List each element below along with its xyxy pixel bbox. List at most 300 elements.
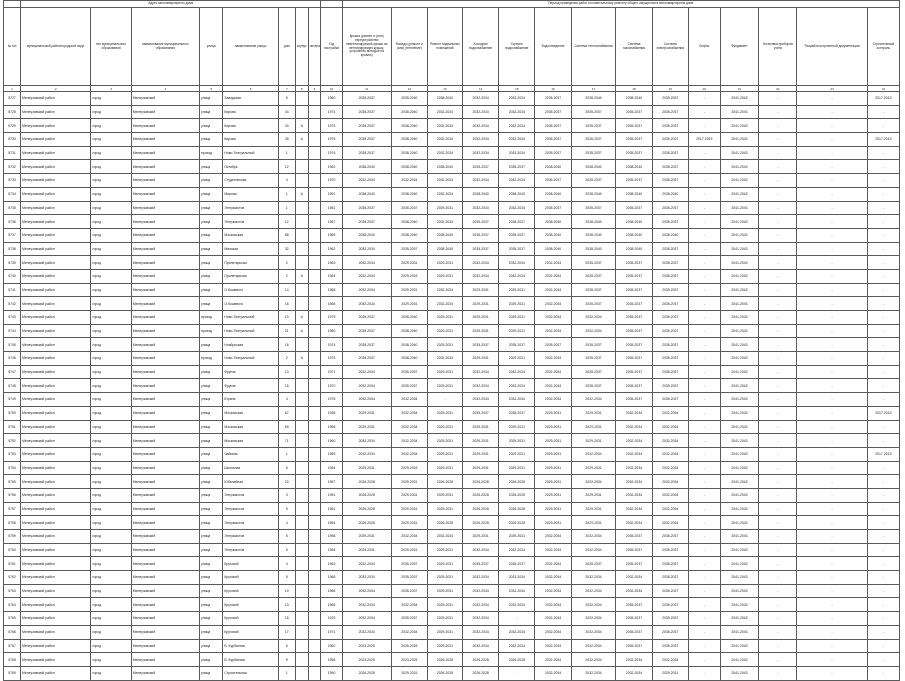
gas-period-cell: 2035-2037 — [616, 119, 652, 133]
heating-period-cell: 2035-2037 — [571, 365, 616, 379]
district-cell: Мелеузовский район — [21, 105, 91, 119]
design-docs-cell: - — [797, 516, 867, 530]
house-cell: 71 — [278, 434, 295, 448]
column-header: дом — [278, 8, 295, 86]
basement-period-cell: 2029-2031 — [427, 557, 462, 571]
street-type-cell: проезд — [199, 311, 222, 325]
municipality-cell: Мелеузовский — [131, 557, 199, 571]
facade-period-cell: 2035-2037 — [391, 557, 427, 571]
municipality-cell: Мелеузовский — [131, 269, 199, 283]
basement-period-cell: 2032-2034 — [427, 146, 462, 160]
electric-period-cell: 2032-2034 — [652, 488, 688, 502]
column-number: 11 — [342, 86, 391, 92]
drainage-period-cell: 2032-2034 — [535, 324, 571, 338]
row-number: 5747 — [4, 365, 21, 379]
building-cell — [295, 516, 308, 530]
design-docs-cell: - — [797, 584, 867, 598]
district-cell: Мелеузовский район — [21, 228, 91, 242]
municipality-cell: Мелеузовский — [131, 598, 199, 612]
facade-period-cell: 2038-2040 — [391, 228, 427, 242]
basement-period-cell: 2032-2034 — [427, 297, 462, 311]
design-docs-cell: - — [797, 406, 867, 420]
cold-water-period-cell: 2032-2034 — [463, 379, 499, 393]
basement-period-cell: 2032-2034 — [427, 119, 462, 133]
foundation-period-cell: 2041-2043 — [720, 174, 758, 188]
cold-water-period-cell: 2032-2034 — [463, 365, 499, 379]
heating-period-cell: 2035-2037 — [571, 297, 616, 311]
heating-period-cell: 2038-2040 — [571, 160, 616, 174]
drainage-period-cell: 2032-2034 — [535, 653, 571, 667]
cold-water-period-cell: 2029-2031 — [463, 434, 499, 448]
hot-water-period-cell: 2029-2031 — [499, 434, 535, 448]
column-number: 17 — [571, 86, 616, 92]
electric-period-cell: 2035-2037 — [652, 242, 688, 256]
gas-period-cell: 2035-2037 — [616, 379, 652, 393]
street-type-cell: проезд — [199, 324, 222, 338]
table-row — [4, 215, 900, 229]
construction-control-cell: - — [867, 256, 899, 270]
district-cell: Мелеузовский район — [21, 420, 91, 434]
street-name-cell: Кирова — [223, 105, 278, 119]
year-built-cell: 1951 — [321, 502, 342, 516]
street-type-cell: улица — [199, 228, 222, 242]
municipality-type-cell: город — [91, 228, 131, 242]
year-built-cell: 1970 — [321, 379, 342, 393]
heating-period-cell: 2029-2031 — [571, 420, 616, 434]
facade-period-cell: 2038-2040 — [391, 311, 427, 325]
gas-period-cell: 2035-2037 — [616, 639, 652, 653]
building-cell — [295, 530, 308, 544]
year-built-cell: 1968 — [321, 283, 342, 297]
foundation-period-cell: 2041-2043 — [720, 352, 758, 366]
street-type-cell: улица — [199, 393, 222, 407]
house-cell: 69 — [278, 420, 295, 434]
building-cell — [295, 639, 308, 653]
table-row — [4, 516, 900, 530]
construction-control-cell: - — [867, 393, 899, 407]
construction-control-cell: - — [867, 119, 899, 133]
foundation-period-cell: 2041-2043 — [720, 105, 758, 119]
building-cell: А — [295, 269, 308, 283]
cold-water-period-cell: 2032-2034 — [463, 105, 499, 119]
table-row — [4, 557, 900, 571]
roof-period-cell: 2032-2034 — [342, 256, 391, 270]
meters-cell: - — [759, 379, 797, 393]
street-type-cell: улица — [199, 201, 222, 215]
house-cell: 6 — [278, 639, 295, 653]
elevator-period-cell: - — [688, 365, 720, 379]
hot-water-period-cell: 2035-2037 — [499, 160, 535, 174]
district-cell: Мелеузовский район — [21, 283, 91, 297]
construction-control-cell: - — [867, 420, 899, 434]
electric-period-cell: 2035-2037 — [652, 146, 688, 160]
facade-period-cell: 2035-2037 — [391, 584, 427, 598]
district-cell: Мелеузовский район — [21, 201, 91, 215]
building-cell — [295, 447, 308, 461]
column-header: Ремонт подвальных помещений — [427, 8, 462, 86]
column-header: Год постройки — [321, 8, 342, 86]
municipality-type-cell: город — [91, 365, 131, 379]
street-type-cell: улица — [199, 516, 222, 530]
municipality-type-cell: город — [91, 160, 131, 174]
district-cell: Мелеузовский район — [21, 543, 91, 557]
drainage-period-cell: 2032-2034 — [535, 530, 571, 544]
street-name-cell: Чайкина — [223, 447, 278, 461]
basement-period-cell: 2029-2031 — [427, 406, 462, 420]
roof-period-cell: 2032-2034 — [342, 379, 391, 393]
year-built-cell: 1975 — [321, 133, 342, 147]
construction-control-cell: - — [867, 174, 899, 188]
facade-period-cell: 2038-2040 — [391, 119, 427, 133]
facade-period-cell: 2029-2031 — [391, 256, 427, 270]
foundation-period-cell: 2041-2043 — [720, 516, 758, 530]
hot-water-period-cell: 2032-2034 — [499, 393, 535, 407]
municipality-cell: Мелеузовский — [131, 666, 199, 680]
letter-cell — [308, 653, 321, 667]
column-header: Разработка проектной документации — [797, 8, 867, 86]
elevator-period-cell: - — [688, 228, 720, 242]
municipality-cell: Мелеузовский — [131, 488, 199, 502]
row-number: 5754 — [4, 461, 21, 475]
drainage-period-cell: 2032-2034 — [535, 543, 571, 557]
year-built-cell: 1957 — [321, 475, 342, 489]
meters-cell: - — [759, 297, 797, 311]
house-cell: 4 — [278, 516, 295, 530]
house-cell: 13 — [278, 598, 295, 612]
construction-control-cell: - — [867, 571, 899, 585]
foundation-period-cell: 2041-2043 — [720, 92, 758, 106]
gas-period-cell: 2035-2037 — [616, 311, 652, 325]
district-cell: Мелеузовский район — [21, 92, 91, 106]
cold-water-period-cell: 2032-2034 — [463, 612, 499, 626]
row-number: 5733 — [4, 174, 21, 188]
facade-period-cell: 2032-2034 — [391, 447, 427, 461]
house-cell: 4 — [278, 393, 295, 407]
street-name-cell: Мирная — [223, 187, 278, 201]
elevator-period-cell: - — [688, 612, 720, 626]
building-cell — [295, 666, 308, 680]
column-header: Водоотведение — [535, 8, 571, 86]
building-cell — [295, 625, 308, 639]
roof-period-cell: 2032-2034 — [342, 557, 391, 571]
cold-water-period-cell: 2029-2031 — [463, 352, 499, 366]
letter-cell — [308, 256, 321, 270]
municipality-cell: Мелеузовский — [131, 338, 199, 352]
year-built-cell: 1975 — [321, 352, 342, 366]
row-number: 5759 — [4, 530, 21, 544]
municipality-type-cell: город — [91, 242, 131, 256]
cold-water-period-cell: 2029-2031 — [463, 530, 499, 544]
roof-period-cell: 2032-2034 — [342, 365, 391, 379]
elevator-period-cell: - — [688, 146, 720, 160]
elevator-period-cell: - — [688, 557, 720, 571]
house-cell: 12 — [278, 215, 295, 229]
street-type-cell: улица — [199, 571, 222, 585]
row-number: 5740 — [4, 269, 21, 283]
row-number: 5750 — [4, 406, 21, 420]
design-docs-cell: - — [797, 420, 867, 434]
row-number: 5764 — [4, 598, 21, 612]
letter-cell — [308, 160, 321, 174]
table-row — [4, 324, 900, 338]
row-number: 5745 — [4, 338, 21, 352]
cold-water-period-cell: 2029-2031 — [463, 461, 499, 475]
elevator-period-cell: - — [688, 297, 720, 311]
drainage-period-cell: 2029-2031 — [535, 447, 571, 461]
municipality-cell: Мелеузовский — [131, 146, 199, 160]
roof-period-cell: 2023-2025 — [342, 653, 391, 667]
street-name-cell: Круговой — [223, 625, 278, 639]
period-group-header: Период проведения работ по капитальному ремонту общего имущества в многоквартирном доме — [342, 1, 899, 8]
cold-water-period-cell: 2029-2031 — [463, 297, 499, 311]
row-number: 5749 — [4, 393, 21, 407]
municipality-type-cell: город — [91, 283, 131, 297]
construction-control-cell: - — [867, 516, 899, 530]
cold-water-period-cell: 2035-2037 — [463, 215, 499, 229]
basement-period-cell: 2029-2031 — [427, 420, 462, 434]
drainage-period-cell: 2032-2034 — [535, 283, 571, 297]
elevator-period-cell: - — [688, 92, 720, 106]
foundation-period-cell: 2041-2043 — [720, 488, 758, 502]
row-number: 5765 — [4, 612, 21, 626]
basement-period-cell: 2029-2031 — [427, 612, 462, 626]
street-name-cell: Московская — [223, 420, 278, 434]
electric-period-cell: 2035-2037 — [652, 283, 688, 297]
street-name-cell: Ново-Театральный — [223, 324, 278, 338]
construction-control-cell: - — [867, 242, 899, 256]
street-name-cell: Заводская — [223, 92, 278, 106]
street-name-cell: Минская — [223, 242, 278, 256]
letter-cell — [308, 365, 321, 379]
street-name-cell: Ноябрьская — [223, 338, 278, 352]
house-cell: 34 — [278, 105, 295, 119]
electric-period-cell: 2035-2037 — [652, 639, 688, 653]
table-row — [4, 119, 900, 133]
meters-cell: - — [759, 269, 797, 283]
elevator-period-cell: - — [688, 447, 720, 461]
address-group-header: Адрес многоквартирного дома — [21, 1, 321, 8]
table-row — [4, 543, 900, 557]
gas-period-cell: 2035-2037 — [616, 297, 652, 311]
gas-period-cell: 2032-2034 — [616, 488, 652, 502]
design-docs-cell: - — [797, 215, 867, 229]
basement-period-cell: - — [427, 393, 462, 407]
basement-period-cell: 2032-2034 — [427, 187, 462, 201]
table-row — [4, 269, 900, 283]
electric-period-cell: 2035-2037 — [652, 105, 688, 119]
street-name-cell: Круговой — [223, 571, 278, 585]
drainage-period-cell: 2038-2040 — [535, 187, 571, 201]
municipality-cell: Мелеузовский — [131, 434, 199, 448]
district-cell: Мелеузовский район — [21, 625, 91, 639]
foundation-period-cell: 2041-2043 — [720, 283, 758, 297]
construction-control-cell: 2017-2019 — [867, 447, 899, 461]
street-name-cell: Круговой — [223, 584, 278, 598]
electric-period-cell: 2032-2034 — [652, 502, 688, 516]
facade-period-cell: 2029-2031 — [391, 666, 427, 680]
electric-period-cell: 2032-2034 — [652, 461, 688, 475]
heating-period-cell: 2032-2034 — [571, 653, 616, 667]
construction-control-cell: - — [867, 434, 899, 448]
street-name-cell: Пролетарская — [223, 269, 278, 283]
gas-period-cell: 2035-2037 — [616, 365, 652, 379]
year-built-cell: 1976 — [321, 612, 342, 626]
electric-period-cell: 2032-2034 — [652, 475, 688, 489]
construction-control-cell: - — [867, 187, 899, 201]
elevator-period-cell: - — [688, 461, 720, 475]
foundation-period-cell: 2041-2043 — [720, 666, 758, 680]
construction-control-cell: - — [867, 612, 899, 626]
column-header: корпус — [295, 8, 308, 86]
municipality-type-cell: город — [91, 174, 131, 188]
elevator-period-cell: - — [688, 105, 720, 119]
basement-period-cell: 2029-2031 — [427, 584, 462, 598]
building-cell — [295, 612, 308, 626]
basement-period-cell: 2032-2034 — [427, 105, 462, 119]
heating-period-cell: 2035-2037 — [571, 352, 616, 366]
row-number: 5756 — [4, 488, 21, 502]
drainage-period-cell: 2035-2037 — [535, 105, 571, 119]
meters-cell: - — [759, 324, 797, 338]
basement-period-cell: 2029-2031 — [427, 502, 462, 516]
drainage-period-cell: 2029-2031 — [535, 434, 571, 448]
cold-water-period-cell: 2032-2034 — [463, 174, 499, 188]
row-number: 5760 — [4, 543, 21, 557]
facade-period-cell: 2029-2031 — [391, 543, 427, 557]
house-cell: 6 — [278, 461, 295, 475]
house-cell: 4 — [278, 557, 295, 571]
cold-water-period-cell: 2038-2040 — [463, 187, 499, 201]
letter-cell — [308, 406, 321, 420]
house-cell: 5 — [278, 92, 295, 106]
year-built-cell: 1954 — [321, 543, 342, 557]
municipality-cell: Мелеузовский — [131, 105, 199, 119]
year-built-cell: 1964 — [321, 269, 342, 283]
foundation-period-cell: 2041-2043 — [720, 119, 758, 133]
municipality-cell: Мелеузовский — [131, 297, 199, 311]
municipality-cell: Мелеузовский — [131, 311, 199, 325]
construction-control-cell: - — [867, 105, 899, 119]
basement-period-cell: 2029-2031 — [427, 598, 462, 612]
cold-water-period-cell: 2032-2034 — [463, 584, 499, 598]
facade-period-cell: 2029-2031 — [391, 502, 427, 516]
year-built-cell: 1971 — [321, 365, 342, 379]
letter-cell — [308, 516, 321, 530]
building-cell — [295, 256, 308, 270]
column-number: 9 — [308, 86, 321, 92]
roof-period-cell: 2038-2040 — [342, 160, 391, 174]
elevator-period-cell: - — [688, 543, 720, 557]
table-row — [4, 379, 900, 393]
roof-period-cell: 2029-2031 — [342, 543, 391, 557]
street-name-cell: Энтузиастов — [223, 530, 278, 544]
row-number: 5736 — [4, 215, 21, 229]
gas-period-cell: 2035-2037 — [616, 625, 652, 639]
foundation-period-cell: 2041-2043 — [720, 379, 758, 393]
district-cell: Мелеузовский район — [21, 598, 91, 612]
drainage-period-cell: 2038-2040 — [535, 215, 571, 229]
building-cell — [295, 105, 308, 119]
column-header: Установка приборов учета — [759, 8, 797, 86]
municipality-type-cell: город — [91, 447, 131, 461]
column-header: Лифты — [688, 8, 720, 86]
design-docs-cell: - — [797, 502, 867, 516]
header-spacer — [4, 1, 21, 8]
table-row — [4, 146, 900, 160]
construction-control-cell: - — [867, 502, 899, 516]
district-cell: Мелеузовский район — [21, 256, 91, 270]
building-cell — [295, 228, 308, 242]
hot-water-period-cell: 2029-2031 — [499, 283, 535, 297]
house-cell: 1 — [278, 447, 295, 461]
municipality-cell: Мелеузовский — [131, 639, 199, 653]
electric-period-cell: 2035-2037 — [652, 133, 688, 147]
municipality-type-cell: город — [91, 311, 131, 325]
facade-period-cell: 2029-2031 — [391, 516, 427, 530]
district-cell: Мелеузовский район — [21, 215, 91, 229]
meters-cell: - — [759, 92, 797, 106]
construction-control-cell: - — [867, 297, 899, 311]
gas-period-cell: 2035-2037 — [616, 338, 652, 352]
meters-cell: - — [759, 256, 797, 270]
building-cell: А — [295, 133, 308, 147]
construction-control-cell: - — [867, 146, 899, 160]
year-built-cell: 1958 — [321, 420, 342, 434]
meters-cell: - — [759, 543, 797, 557]
row-number: 5739 — [4, 256, 21, 270]
roof-period-cell: 2029-2031 — [342, 406, 391, 420]
hot-water-period-cell: 2029-2031 — [499, 324, 535, 338]
program-sheet — [3, 0, 900, 681]
street-name-cell: О.Кошевого — [223, 283, 278, 297]
letter-cell — [308, 146, 321, 160]
building-cell — [295, 393, 308, 407]
roof-period-cell: 2035-2037 — [342, 311, 391, 325]
column-number: 7 — [278, 86, 295, 92]
row-number: 5734 — [4, 187, 21, 201]
street-type-cell: проезд — [199, 352, 222, 366]
elevator-period-cell: - — [688, 174, 720, 188]
house-cell: 16 — [278, 297, 295, 311]
street-type-cell: улица — [199, 488, 222, 502]
elevator-period-cell: - — [688, 639, 720, 653]
letter-cell — [308, 283, 321, 297]
column-header: Система теплоснабжения — [571, 8, 616, 86]
elevator-period-cell: - — [688, 625, 720, 639]
municipality-type-cell: город — [91, 612, 131, 626]
year-built-cell: 1968 — [321, 297, 342, 311]
table-row — [4, 160, 900, 174]
street-name-cell: Энтузиастов — [223, 543, 278, 557]
meters-cell: - — [759, 598, 797, 612]
facade-period-cell: 2035-2037 — [391, 379, 427, 393]
district-cell: Мелеузовский район — [21, 338, 91, 352]
year-built-cell: 1958 — [321, 530, 342, 544]
municipality-type-cell: город — [91, 393, 131, 407]
district-cell: Мелеузовский район — [21, 311, 91, 325]
street-name-cell: Юрина — [223, 393, 278, 407]
design-docs-cell: - — [797, 133, 867, 147]
construction-control-cell: - — [867, 557, 899, 571]
municipality-type-cell: город — [91, 406, 131, 420]
column-number: 18 — [616, 86, 652, 92]
house-cell: 3 — [278, 488, 295, 502]
meters-cell: - — [759, 242, 797, 256]
gas-period-cell: 2032-2034 — [616, 461, 652, 475]
foundation-period-cell: 2041-2043 — [720, 475, 758, 489]
letter-cell — [308, 502, 321, 516]
design-docs-cell: - — [797, 543, 867, 557]
